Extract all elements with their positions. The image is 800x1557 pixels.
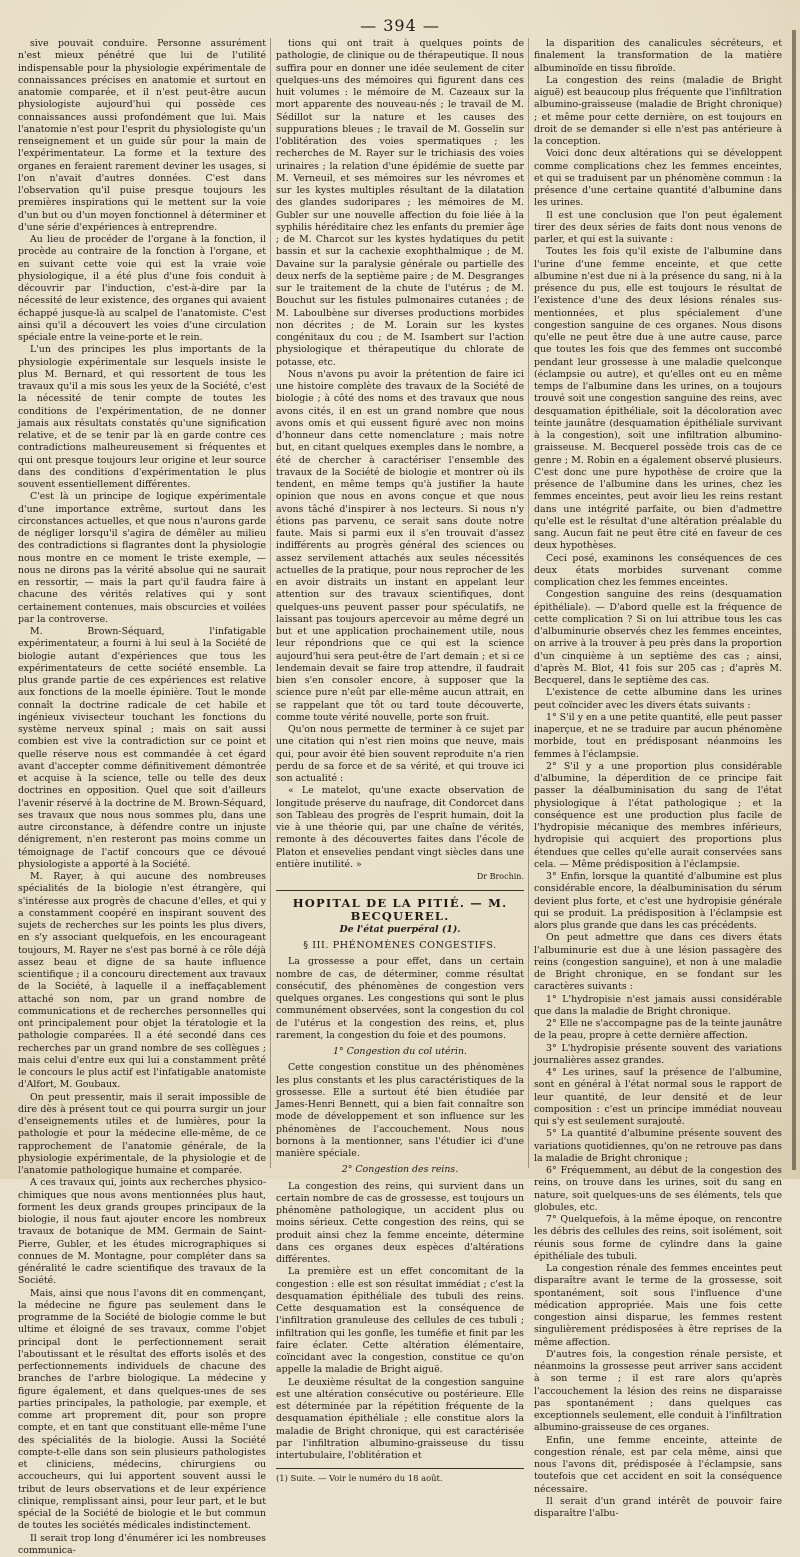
paragraph: Enfin, une femme enceinte, atteinte de congestion rénale, est par cela même, ainsi que nous l'avons dit, prédisposée à l'éclampsie, sans toutefois que cet accident en soit la conséquence nécessaire. <box>534 1435 782 1496</box>
author-signature: Dr Brochin. <box>276 871 524 883</box>
column-right <box>534 38 782 1168</box>
column-divider <box>528 38 529 1168</box>
list-item: 4° Les urines, sauf la présence de l'albumine, sont en général à l'état normal sous le rapport de leur quantité, de leur densité et de leur composition : c'est un principe immédiat nouveau qui s'y est seulement surajouté. <box>534 1067 782 1128</box>
paragraph: Congestion sanguine des reins (desquamation épithéliale). — D'abord quelle est la fréquence de cette complication ? Si on lui attribue tous les cas d'albuminurie observés chez les femmes enceintes, on arrive à la trouver à peu près dans la proportion d'un cinquième à un septième des cas ; ainsi, d'après M. Blot, 41 fois sur 205 cas ; d'après M. Becquerel, dans le septième des cas. <box>534 589 782 687</box>
subsection-heading: 2° Congestion des reins. <box>276 1164 524 1176</box>
list-item: 2° S'il y a une proportion plus considérable d'albumine, la déperdition de ce principe fait passer la déalbuminisation du sang de l'état physiologique à l'état pathologique ; et la conséquence est une production plus facile de l'hydropisie mécanique des membres inférieurs, hydropisie qui acquiert des proportions plus étendues que celles qu'elle aurait conservées sans cela. — Même prédisposition à l'éclampsie. <box>534 761 782 871</box>
column-divider <box>270 38 271 1168</box>
paragraph: tions qui ont trait à quelques points de pathologie, de clinique ou de thérapeutique. Il nous suffira pour en donner une idée seulement de citer quelques-uns des mémoires qui figurent dans ces huit volumes : le mémoire de M. Cazeaux sur la mort apparente des nouveau-nés ; le travail de M. Sédillot sur la nature et les causes des suppurations bleues ; le travail de M. Gosselin sur l'oblitération des voies spermatiques ; les recherches de M. Rayer sur le trichiasis des voies urinaires ; la relation d'une épidémie de suette par M. Verneuil, et ses mémoires sur les névromes et sur les kystes multiples résultant de la dilatation des glandes sudoripares ; les mémoires de M. Gubler sur une nouvelle affection du foie liée à la syphilis héréditaire chez les enfants du premier âge ; de M. Charcot sur les kystes hydatiques du petit bassin et sur la cachexie exophthalmique ; de M. Davaine sur la paralysie générale ou partielle des deux nerfs de la septième paire ; de M. Desgranges sur le traitement de la chute de l'utérus ; de M. Bouchut sur les fistules pulmonaires cutanées ; de M. Laboulbène sur diverses productions morbides non décrites ; de M. Lorain sur les kystes congénitaux du cou ; de M. Isambert sur l'action physiologique et thérapeutique du chlorate de potasse, etc. <box>276 38 524 369</box>
paragraph: Mais, ainsi que nous l'avons dit en commençant, la médecine ne figure pas seulement dans le programme de la Société de biologie comme le but ultime et éloigné de ses travaux, comme l'objet principal dont le perfectionnement serait l'aboutissant et le résultat des efforts isolés et des perfectionnements individuels de chacune des branches de l'arbre biologique. La médecine y figure également, et dans quelques-unes de ses parties principales, la pathologie, par exemple, et comme art proprement dit, pour son propre compte, et en tant que constituant elle-même l'une des spécialités de la biologie. Aussi la Société compte-t-elle dans son sein plusieurs pathologistes et cliniciens, médecins, chirurgiens ou accoucheurs, qui lui apportent souvent aussi le tribut de leurs observations et de leur expérience clinique, remplissant ainsi, pour leur part, et le but spécial de la Société de biologie et le but commun de toutes les sociétés médicales indistinctement. <box>18 1288 266 1533</box>
paragraph: On peut admettre que dans ces divers états l'albuminurie est due à une lésion passagère des reins (congestion sanguine), et non à une maladie de Bright chronique, en se fondant sur les caractères suivants : <box>534 932 782 993</box>
text-columns <box>18 38 782 1168</box>
section-title: HOPITAL DE LA PITIÉ. — M. BECQUEREL. <box>276 890 524 922</box>
paragraph: La première est un effet concomitant de la congestion : elle est son résultat immédiat ; c'est la desquamation épithéliale des tubuli des reins. Cette desquamation est la conséquence de l'infiltration granuleuse des cellules de ces tubuli ; infiltration qui les gonfle, les tuméfie et finit par les faire éclater. Cette altération élémentaire, coïncidant avec la congestion, constitue ce qu'on appelle la maladie de Bright aiguë. <box>276 1266 524 1376</box>
paragraph: Il est une conclusion que l'on peut également tirer des deux séries de faits dont nous venons de parler, et qui est la suivante : <box>534 210 782 247</box>
list-item: 5° La quantité d'albumine présente souvent des variations quotidiennes, qu'on ne retrouve pas dans la maladie de Bright chronique ; <box>534 1128 782 1165</box>
paragraph: Cette congestion constitue un des phénomènes les plus constants et les plus caractéristiques de la grossesse. Elle a surtout été bien étudiée par James-Henri Bennett, qui a bien fait connaître son mode de développement et son influence sur les phénomènes de l'accouchement. Nous nous bornons à la mentionner, sans l'étudier ici d'une manière spéciale. <box>276 1062 524 1160</box>
section-heading: § III. PHÉNOMÈNES CONGESTIFS. <box>276 940 524 952</box>
column-left <box>18 38 266 1168</box>
binding-edge <box>792 30 796 1170</box>
paragraph: A ces travaux qui, joints aux recherches physico-chimiques que nous avons mentionnées plus haut, forment les deux grands groupes principaux de la biologie, il nous faut ajouter encore les nombreux travaux de botanique de MM. Germain de Saint-Pierre, Gubler, et les études micrographiques si connues de M. Montagne, pour compléter dans sa généralité le cadre scientifique des travaux de la Société. <box>18 1177 266 1287</box>
page-number: — 394 — <box>0 16 800 35</box>
paragraph: La grossesse a pour effet, dans un certain nombre de cas, de déterminer, comme résultat consécutif, des phénomènes de congestion vers quelques organes. Les congestions qui sont le plus communément observées, sont la congestion du col de l'utérus et la congestion des reins, et, plus rarement, la congestion du foie et des poumons. <box>276 956 524 1042</box>
page-header <box>0 14 800 36</box>
paragraph: D'autres fois, la congestion rénale persiste, et néanmoins la grossesse peut arriver sans accident à son terme ; il est rare alors qu'après l'accouchement la lésion des reins ne disparaisse pas spontanément ; dans quelques cas exceptionnels seulement, elle conduit à l'infiltration albumino-graisseuse de ces organes. <box>534 1349 782 1435</box>
paragraph: Voici donc deux altérations qui se développent comme complications chez les femmes enceintes, et qui se traduisent par un phénomène commun : la présence d'une certaine quantité d'albumine dans les urines. <box>534 148 782 209</box>
list-item: 2° Elle ne s'accompagne pas de la teinte jaunâtre de la peau, propre à cette dernière affection. <box>534 1018 782 1043</box>
paragraph: La congestion rénale des femmes enceintes peut disparaître avant le terme de la grossesse, soit spontanément, soit sous l'influence d'une médication appropriée. Mais une fois cette congestion ainsi disparue, les femmes restent singulièrement prédisposées à être reprises de la même affection. <box>534 1263 782 1349</box>
list-item: 1° S'il y en a une petite quantité, elle peut passer inaperçue, et ne se traduire par aucun phénomène morbide, tout en prédisposant néanmoins les femmes à l'éclampsie. <box>534 712 782 761</box>
list-item: 6° Fréquemment, au début de la congestion des reins, on trouve dans les urines, soit du sang en nature, soit quelques-uns de ses éléments, tels que globules, etc. <box>534 1165 782 1214</box>
paragraph: Ceci posé, examinons les conséquences de ces deux états morbides survenant comme complication chez les femmes enceintes. <box>534 553 782 590</box>
paragraph: L'un des principes les plus importants de la physiologie expérimentale sur lesquels insiste le plus M. Bernard, et qui ressortent de tous les travaux qu'il a mis sous les yeux de la Société, c'est la nécessité de tenir compte de toutes les conditions de l'expérimentation, de ne donner jamais aux résultats constatés qu'une signification relative, et de se tenir par là en garde contre ces contradictions malheureusement si fréquentes et qui ont presque toujours leur origine et leur source dans des conditions d'expérimentation le plus souvent essentiellement différentes. <box>18 344 266 491</box>
paragraph: Il serait d'un grand intérêt de pouvoir faire disparaître l'albu- <box>534 1496 782 1521</box>
paragraph: Au lieu de procéder de l'organe à la fonction, il procède au contraire de la fonction à l'organe, et en suivant cette voie qui est la vraie voie physiologique, il a été plus d'une fois conduit à découvrir par l'induction, c'est-à-dire par la nécessité de leur existence, des organes qui avaient échappé jusque-là au scalpel de l'anatomiste. C'est ainsi qu'il a découvert les voies d'une circulation spéciale entre la veine-porte et le rein. <box>18 234 266 344</box>
paragraph: On peut pressentir, mais il serait impossible de dire dès à présent tout ce qui pourra surgir un jour d'enseignements utiles et de lumières, pour la pathologie et pour la médecine elle-même, de ce rapprochement de l'anatomie générale, de la physiologie expérimentale, de la physiologie et de l'anatomie pathologique humaine et comparée. <box>18 1092 266 1178</box>
list-item: 1° L'hydropisie n'est jamais aussi considérable que dans la maladie de Bright chronique. <box>534 994 782 1019</box>
section-subtitle: De l'état puerpéral (1). <box>276 924 524 936</box>
paragraph: Toutes les fois qu'il existe de l'albumine dans l'urine d'une femme enceinte, et que cette albumine n'est due ni à la présence du sang, ni à la présence du pus, elle est toujours le résultat de l'existence d'une des deux lésions rénales sus-mentionnées, et plus spécialement d'une congestion sanguine de ces organes. Nous disons qu'elle ne peut être due à une autre cause, parce que toutes les fois que des femmes ont succombé pendant leur grossesse à une maladie quelconque (éclampsie ou autre), et qu'elles ont eu en même temps de l'albumine dans les urines, on a toujours trouvé soit une congestion sanguine des reins, avec desquamation épithéliale, soit la décoloration avec teinte jaunâtre (desquamation épithéliale survivant à la congestion), soit une infiltration albumino-graisseuse. M. Becquerel possède trois cas de ce genre ; M. Robin en a également observé plusieurs. C'est donc une pure hypothèse de croire que la présence de l'albumine dans les urines, chez les femmes enceintes, peut avoir lieu les reins restant dans une intégrité parfaite, ou bien d'admettre qu'elle est le résultat d'une altération préalable du sang. Aucun fait ne peut être cité en faveur de ces deux hypothèses. <box>534 246 782 552</box>
paragraph: Il serait trop long d'énumérer ici les nombreuses communica- <box>18 1533 266 1557</box>
paragraph: la disparition des canalicules sécréteurs, et finalement la transformation de la matière albuminoïde en tissu fibroïde. <box>534 38 782 75</box>
column-middle <box>276 38 524 1168</box>
paragraph: sive pouvait conduire. Personne assurément n'est mieux pénétré que lui de l'utilité indispensable pour la physiologie expérimentale de connaissances précises en anatomie et surtout en anatomie comparée, et il n'est peut-être aucun physiologiste aujourd'hui qui possède ces connaissances aussi profondément que lui. Mais l'anatomie n'est pour l'esprit du physiologiste qu'un renseignement et un guide sûr pour la main de l'expérimentateur. La forme et la texture des organes en feraient rarement deviner les usages, si l'on n'avait d'autres données. C'est dans l'observation qu'il puise presque toujours les premières inspirations qui le mettent sur la voie d'un but ou d'un moyen fonctionnel à déterminer et d'une série d'expériences à entreprendre. <box>18 38 266 234</box>
paragraph: Qu'on nous permette de terminer à ce sujet par une citation qui n'est rien moins que neuve, mais qui, pour avoir été bien souvent reproduite n'a rien perdu de sa force et de sa vérité, et qui trouve ici son actualité : <box>276 724 524 785</box>
paragraph: M. Rayer, à qui aucune des nombreuses spécialités de la biologie n'est étrangère, qui s'intéresse aux progrès de chacune d'elles, et qui y a constamment coopéré en inspirant souvent des sujets de recherches sur les points les plus divers, en s'y associant quelquefois, en les encourageant toujours, M. Rayer ne s'est pas borné à ce rôle déjà assez beau et digne de sa haute influence scientifique ; il a concouru directement aux travaux de la Société, à laquelle il a ineffaçablement attaché son nom, par un grand nombre de communications et de recherches personnelles qui ont principalement pour objet la tératologie et la pathologie comparées. Il a été secondé dans ces recherches par un grand nombre de ses collègues ; mais celui d'entre eux qui lui a constamment prêté le concours le plus actif est l'infatigable anatomiste d'Alfort, M. Goubaux. <box>18 871 266 1092</box>
paragraph: La congestion des reins (maladie de Bright aiguë) est beaucoup plus fréquente que l'infiltration albumino-graisseuse (maladie de Bright chronique) ; et même pour cette dernière, on est toujours en droit de se demander si elle n'est pas antérieure à la conception. <box>534 75 782 149</box>
paragraph: La congestion des reins, qui survient dans un certain nombre de cas de grossesse, est toujours un phénomène pathologique, un accident plus ou moins sérieux. Cette congestion des reins, qui se produit ainsi chez la femme enceinte, détermine dans ces organes deux espèces d'altérations différentes. <box>276 1181 524 1267</box>
quotation: « Le matelot, qu'une exacte observation de longitude préserve du naufrage, dit Condorcet dans son Tableau des progrès de l'esprit humain, doit la vie à une théorie qui, par une chaîne de vérités, remonte à des découvertes faites dans l'école de Platon et ensevelies pendant vingt siècles dans une entière inutilité. » <box>276 785 524 871</box>
paragraph: Le deuxième résultat de la congestion sanguine est une altération consécutive ou postérieure. Elle est déterminée par la répétition fréquente de la desquamation épithéliale ; elle constitue alors la maladie de Bright chronique, qui est caractérisée par l'infiltration albumino-graisseuse du tissu intertubulaire, l'oblitération et <box>276 1377 524 1463</box>
list-item: 7° Quelquefois, à la même époque, on rencontre les débris des cellules des reins, soit isolément, soit réunis sous forme de cylindre dans la gaine épithéliale des tubuli. <box>534 1214 782 1263</box>
paragraph: C'est là un principe de logique expérimentale d'une importance extrême, surtout dans les circonstances actuelles, et que nous n'aurons garde de négliger lorsqu'il s'agira de démêler au milieu des contradictions si flagrantes dont la physiologie nous montre en ce moment le triste exemple, — nous ne dirons pas la vérité absolue qui ne saurait en ressortir, — mais la part qu'il faudra faire à chacune des vérités relatives qui y sont certainement contenues, mais obscurcies et voilées par la controverse. <box>18 491 266 626</box>
paragraph: M. Brown-Séquard, l'infatigable expérimentateur, a fourni à lui seul à la Société de biologie autant d'expériences que tous les expérimentateurs de cette société ensemble. La plus grande partie de ces expériences est relative aux fonctions de la moelle épinière. Tout le monde connaît la doctrine radicale de cet habile et ingénieux vivisecteur touchant les fonctions du système nerveux spinal ; mais on sait aussi combien est vive la contradiction sur ce point et quelle réserve nous est commandée à cet égard avant d'accepter comme définitivement démontrée et acquise à la science, telle ou telle des deux doctrines en opposition. Quel que soit d'ailleurs l'avenir réservé à la doctrine de M. Brown-Séquard, ses travaux que nous nous sommes plu, dans une autre circonstance, à défendre contre un injuste dénigrement, n'en resteront pas moins comme un témoignage de l'actif concours que ce dévoué physiologiste a apporté à la Société. <box>18 626 266 871</box>
paragraph: L'existence de cette albumine dans les urines peut coïncider avec les divers états suivants : <box>534 687 782 712</box>
paragraph: Nous n'avons pu avoir la prétention de faire ici une histoire complète des travaux de la Société de biologie ; à côté des noms et des travaux que nous avons cités, il en est un grand nombre que nous avons omis et qui eussent figuré avec non moins d'honneur dans cette nomenclature ; mais notre but, en citant quelques exemples dans le nombre, a été de chercher à caractériser l'ensemble des travaux de la Société de biologie et montrer où ils tendent, en même temps qu'à justifier la haute opinion que nous en avons conçue et que nous avons tâché d'inspirer à nos lecteurs. Si nous n'y étions pas parvenu, ce serait sans doute notre faute. Mais si parmi eux il s'en trouvait d'assez indifférents au progrès général des sciences ou assez servilement attachés aux seules nécessités actuelles de la pratique, pour nous reprocher de les en avoir distraits un instant en appelant leur attention sur des travaux scientifiques, dont quelques-uns peuvent passer pour spéculatifs, ne laissant pas toujours apercevoir au même degré un but et une application prochainement utile, nous leur répondrions que ce qui est la science aujourd'hui sera peut-être de l'art demain ; et si ce lendemain devait se faire trop attendre, il faudrait bien s'en consoler encore, à supposer que la science pure n'eût par elle-même aucun attrait, en se rappelant que tôt ou tard toute découverte, comme toute vérité nouvelle, porte son fruit. <box>276 369 524 724</box>
list-item: 3° L'hydropisie présente souvent des variations journalières assez grandes. <box>534 1043 782 1068</box>
footnote: (1) Suite. — Voir le numéro du 18 août. <box>276 1468 524 1484</box>
subsection-heading: 1° Congestion du col utérin. <box>276 1046 524 1058</box>
list-item: 3° Enfin, lorsque la quantité d'albumine est plus considérable encore, la déalbuminisation du sérum devient plus forte, et c'est une hydropisie générale qui se produit. La prédisposition à l'éclampsie est alors plus grande que dans les cas précédents. <box>534 871 782 932</box>
